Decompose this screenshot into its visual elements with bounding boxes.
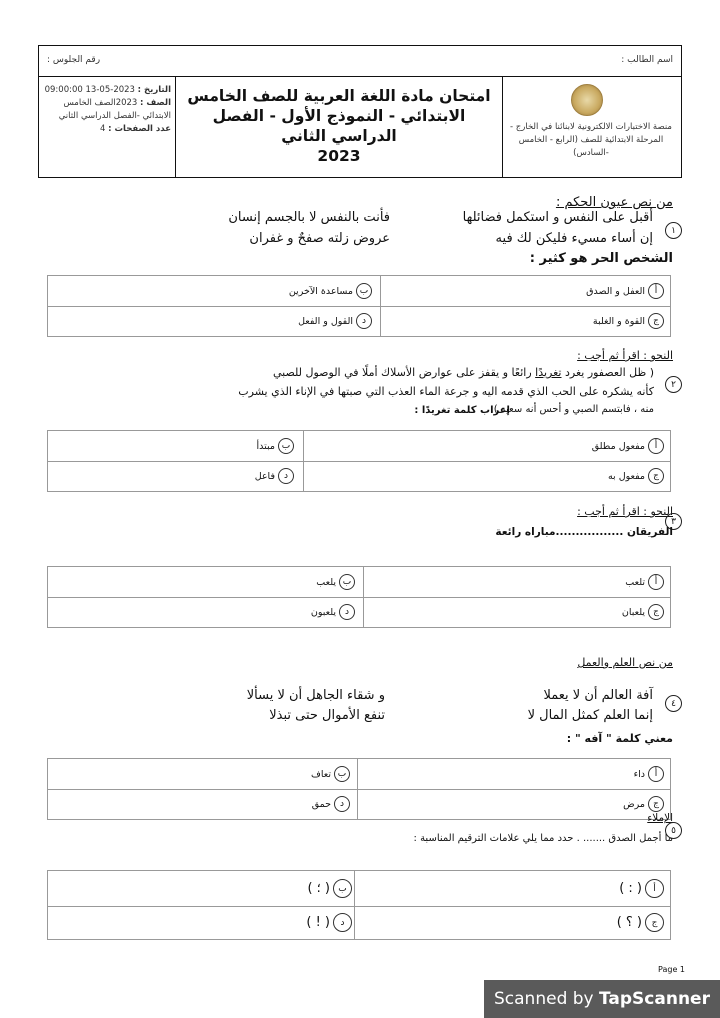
q4-section-title: من نص العلم والعمل	[577, 656, 673, 669]
q2-options	[47, 430, 671, 492]
q2-text-line3: منه ، فابتسم الصبي و أحس أنه سعيد ).	[490, 404, 654, 415]
scanner-watermark	[484, 980, 720, 1018]
q3-number: ٣	[665, 513, 682, 530]
q2-text-line1: ( ظل العصفور يغرد تغريدًا رائعًا و يقفز على عوارض الأسلاك أملًا في الوصول للصبي	[272, 366, 654, 379]
scanner-brand: TapScanner	[599, 989, 710, 1009]
grade-label: الصف :	[140, 98, 171, 108]
exam-title-line2: الابتدائي - النموذج الأول - الفصل الدراسي الثاني	[212, 107, 466, 145]
q2-option-b[interactable]: ب مبتدأ	[257, 438, 294, 454]
pages-value: 4	[100, 124, 106, 134]
q3-section-title: النحو : اقرأ ثم أجب :	[577, 505, 673, 518]
q3-option-d[interactable]: د يلعبون	[311, 604, 355, 620]
q2-text-line2: كأنه يشكره على الحب الذي قدمه اليه و جرعة الماء العذب التي صبتها في الإناء الذي يشرب	[238, 385, 654, 398]
q3-options	[47, 566, 671, 628]
q4-verse-l1: و شقاء الجاهل أن لا يسألا	[246, 688, 385, 703]
q3-option-b[interactable]: ب يلعب	[316, 574, 355, 590]
q2-section-title: النحو : اقرأ ثم أجب :	[577, 349, 673, 362]
exam-title-line1: امتحان مادة اللغة العربية للصف الخامس	[187, 87, 491, 105]
q2-prompt: إعراب كلمة تغريدًا :	[414, 405, 510, 416]
q2-number: ٢	[665, 376, 682, 393]
q5-section-title: الإملاء	[647, 812, 673, 824]
q5-option-d[interactable]: د ( ! )	[306, 913, 352, 932]
q3-prompt: الفريقان .................مباراه رائعة	[495, 526, 673, 538]
exam-title-line3: 2023	[317, 147, 361, 165]
q4-verse-r2: إنما العلم كمثل المال لا	[527, 708, 653, 723]
q1-verse-l2: عروض زلته صفحٌ و غفران	[249, 231, 390, 246]
q1-verse-l1: فأنت بالنفس لا بالجسم إنسان	[228, 210, 390, 225]
date-label: التاريخ :	[137, 85, 171, 95]
q5-option-a[interactable]: أ ( : )	[619, 879, 664, 898]
q5-options	[47, 870, 671, 940]
q4-option-a[interactable]: أ داء	[634, 766, 664, 782]
q1-section-title: من نص عيون الحكم :	[555, 195, 673, 210]
q4-option-b[interactable]: ب تعاف	[311, 766, 350, 782]
q5-option-c[interactable]: ج ( ؟ )	[617, 913, 664, 932]
date-value: 2023-05-13 09:00:00	[44, 85, 135, 95]
q4-options	[47, 758, 671, 820]
exam-header	[38, 45, 682, 178]
q1-prompt: الشخص الحر هو كثير :	[529, 251, 673, 266]
platform-text: منصة الاختبارات الالكترونية لابنائنا في الخارج - المرحلة الابتدائية للصف (الرابع - الخامس -السادس)	[510, 122, 672, 158]
q5-prompt: ما أجمل الصدق ....... . حدد مما يلي علامات الترقيم المناسبة :	[413, 833, 673, 844]
q2-option-a[interactable]: أ مفعول مطلق	[592, 438, 664, 454]
q1-option-c[interactable]: ج القوة و الغلبة	[593, 313, 664, 329]
student-name-label: اسم الطالب :	[621, 55, 673, 65]
q4-verse-l2: تنفع الأموال حتى تبذلا	[269, 708, 385, 723]
header-top-row	[39, 46, 681, 77]
grade-value: 2023الصف الخامس الابتدائي -الفصل الدراسي الثاني	[58, 98, 171, 121]
seat-number-label: رقم الجلوس :	[47, 55, 101, 65]
q1-option-d[interactable]: د القول و الفعل	[298, 313, 372, 329]
q5-option-b[interactable]: ب ( ؛ )	[307, 879, 352, 898]
scanner-prefix: Scanned by	[494, 989, 600, 1009]
q3-option-a[interactable]: أ تلعب	[625, 574, 664, 590]
q1-option-a[interactable]: أ العفل و الصدق	[586, 283, 664, 299]
q4-option-c[interactable]: ج مرض	[623, 796, 664, 812]
q4-verse-r1: آفة العالم أن لا يعملا	[543, 688, 653, 703]
q2-option-d[interactable]: د فاعل	[255, 468, 294, 484]
q1-options	[47, 275, 671, 337]
q1-number: ١	[665, 222, 682, 239]
pages-label: عدد الصفحات :	[108, 124, 171, 134]
q2-option-c[interactable]: ج مفعول به	[608, 468, 664, 484]
q1-verse-r1: أقبل على النفس و استكمل فضائلها	[462, 210, 653, 225]
q1-verse-r2: إن أساء مسيء فليكن لك فيه	[495, 231, 653, 246]
q4-option-d[interactable]: د حمق	[312, 796, 350, 812]
page-number: Page 1	[658, 965, 685, 974]
q4-prompt: معني كلمة " آفه " :	[566, 732, 673, 745]
q3-option-c[interactable]: ج يلعبان	[622, 604, 664, 620]
q1-option-b[interactable]: ب مساعدة الآخرين	[289, 283, 372, 299]
q4-number: ٤	[665, 695, 682, 712]
ministry-logo	[571, 84, 603, 116]
q5-number: ٥	[665, 822, 682, 839]
